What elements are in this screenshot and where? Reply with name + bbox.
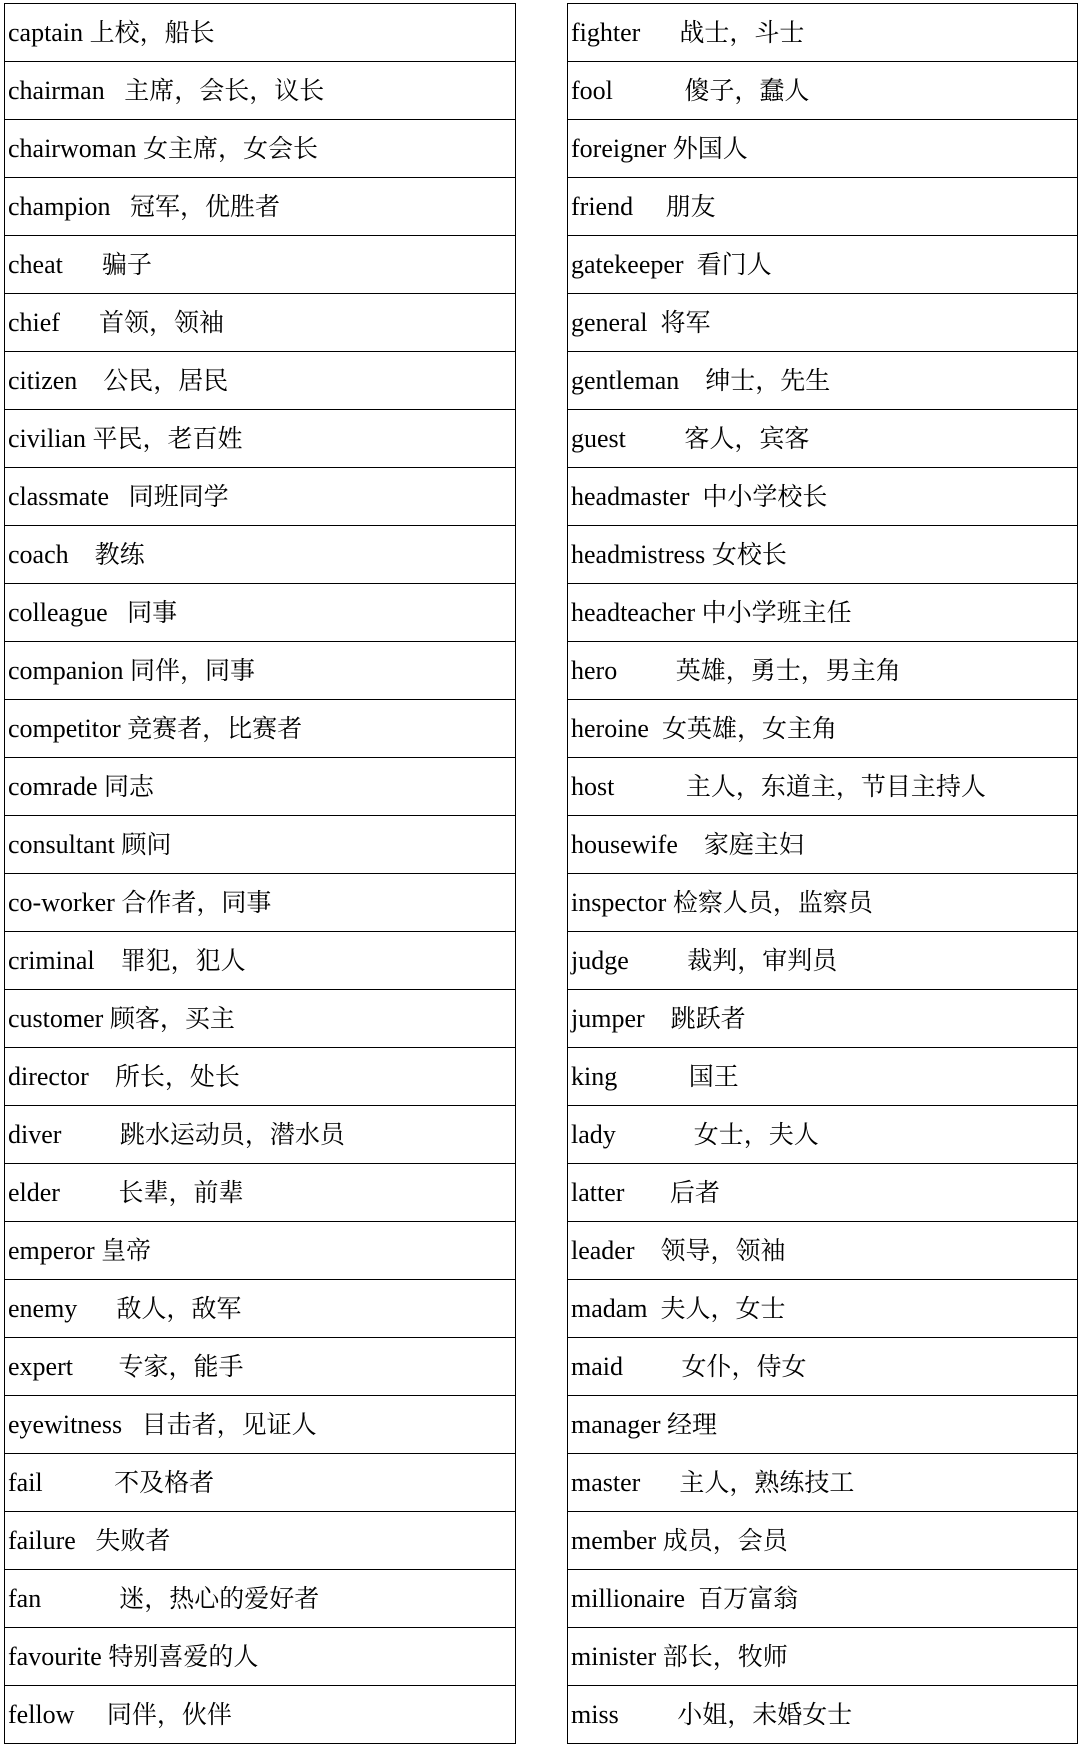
table-row <box>568 1512 1078 1570</box>
vocab-entry <box>5 758 516 816</box>
vocab-gap <box>109 482 129 511</box>
table-row <box>568 178 1078 236</box>
vocab-entry <box>5 62 516 120</box>
vocab-word: chief <box>8 307 60 337</box>
vocab-meaning: 傻子，蠢人 <box>684 75 810 105</box>
vocab-entry <box>568 642 1078 700</box>
vocab-entry <box>568 410 1078 468</box>
vocab-meaning: 看门人 <box>696 249 772 279</box>
vocab-entry <box>568 1338 1078 1396</box>
vocab-meaning: 小姐，未婚女士 <box>677 1699 853 1729</box>
vocab-meaning: 百万富翁 <box>698 1583 799 1613</box>
table-row <box>5 526 516 584</box>
vocab-word: guest <box>571 423 626 453</box>
vocab-meaning: 专家，能手 <box>118 1351 244 1381</box>
vocab-meaning: 裁判，审判员 <box>687 945 838 975</box>
vocab-meaning: 所长，处长 <box>114 1061 240 1091</box>
vocab-entry <box>568 294 1078 352</box>
vocab-entry <box>5 700 516 758</box>
vocab-entry <box>568 526 1078 584</box>
table-row <box>568 294 1078 352</box>
vocab-meaning: 中小学校长 <box>702 481 828 511</box>
table-row <box>568 584 1078 642</box>
vocab-table-left <box>4 3 516 1744</box>
table-row <box>5 700 516 758</box>
vocab-entry <box>5 1048 516 1106</box>
vocab-entry <box>5 1512 516 1570</box>
vocab-meaning: 客人，宾客 <box>684 423 810 453</box>
table-row <box>5 352 516 410</box>
table-row <box>568 1686 1078 1744</box>
table-row <box>568 1338 1078 1396</box>
vocab-word: favourite <box>8 1641 102 1671</box>
table-row <box>5 1106 516 1164</box>
vocab-word: gatekeeper <box>571 249 684 279</box>
vocab-word: miss <box>571 1699 619 1729</box>
vocab-gap <box>76 1526 96 1555</box>
vocab-gap <box>614 772 686 801</box>
vocab-meaning: 上校，船长 <box>89 17 215 47</box>
vocab-gap <box>60 308 99 337</box>
vocab-meaning: 罪犯，犯人 <box>120 945 246 975</box>
vocab-word: cheat <box>8 249 63 279</box>
vocab-meaning: 合作者，同事 <box>121 887 272 917</box>
vocab-word: millionaire <box>571 1583 686 1613</box>
vocab-gap <box>617 656 676 685</box>
vocab-meaning: 战士，斗士 <box>679 17 805 47</box>
table-row <box>568 816 1078 874</box>
vocab-gap <box>63 250 102 279</box>
vocab-gap <box>649 714 662 743</box>
vocab-table-right-body <box>568 4 1078 1744</box>
vocab-meaning: 竞赛者，比赛者 <box>127 713 303 743</box>
vocab-word: leader <box>571 1235 635 1265</box>
vocab-gap <box>689 482 702 511</box>
table-row <box>568 932 1078 990</box>
table-row <box>568 1280 1078 1338</box>
vocab-word: customer <box>8 1003 104 1033</box>
table-row <box>568 758 1078 816</box>
vocab-meaning: 顾客，买主 <box>109 1003 235 1033</box>
table-row <box>5 1280 516 1338</box>
vocab-word: elder <box>8 1177 60 1207</box>
vocab-gap <box>684 250 697 279</box>
table-row <box>5 1338 516 1396</box>
vocab-gap <box>111 192 131 221</box>
vocab-word: headmistress <box>571 539 706 569</box>
vocab-meaning: 同事 <box>127 597 178 627</box>
table-row <box>5 178 516 236</box>
vocab-entry <box>568 1512 1078 1570</box>
table-row <box>5 816 516 874</box>
vocab-word: citizen <box>8 365 78 395</box>
vocab-entry <box>568 468 1078 526</box>
vocab-word: host <box>571 771 615 801</box>
vocab-word: chairwoman <box>8 133 137 163</box>
table-row <box>5 1570 516 1628</box>
vocab-gap <box>648 308 661 337</box>
vocab-entry <box>568 1570 1078 1628</box>
vocab-entry <box>5 1570 516 1628</box>
vocab-gap <box>61 1120 120 1149</box>
vocab-entry <box>5 1686 516 1744</box>
vocab-word: fool <box>571 75 613 105</box>
vocab-meaning: 夫人，女士 <box>660 1293 786 1323</box>
vocab-meaning: 敌人，敌军 <box>116 1293 242 1323</box>
vocab-entry <box>5 1222 516 1280</box>
vocab-entry <box>5 584 516 642</box>
vocab-entry <box>5 294 516 352</box>
table-row <box>5 1628 516 1686</box>
vocab-entry <box>568 178 1078 236</box>
vocab-entry <box>5 1164 516 1222</box>
table-row <box>568 1454 1078 1512</box>
table-row <box>568 1106 1078 1164</box>
vocab-entry <box>568 816 1078 874</box>
vocab-word: general <box>571 307 648 337</box>
vocab-gap <box>679 366 705 395</box>
vocab-meaning: 失败者 <box>95 1525 171 1555</box>
vocab-table-left-body <box>5 4 516 1744</box>
table-row <box>568 352 1078 410</box>
vocab-meaning: 部长，牧师 <box>662 1641 788 1671</box>
vocab-entry <box>568 1222 1078 1280</box>
vocab-meaning: 不及格者 <box>114 1467 215 1497</box>
table-row <box>568 1628 1078 1686</box>
table-row <box>568 526 1078 584</box>
vocab-entry <box>5 874 516 932</box>
vocab-gap <box>645 1004 671 1033</box>
vocab-gap <box>640 1468 679 1497</box>
vocab-entry <box>5 1454 516 1512</box>
table-row <box>5 932 516 990</box>
vocab-meaning: 同志 <box>104 771 155 801</box>
table-row <box>5 584 516 642</box>
vocab-entry <box>5 990 516 1048</box>
vocab-meaning: 英雄，勇士，男主角 <box>675 655 901 685</box>
vocab-word: friend <box>571 191 634 221</box>
vocab-entry <box>568 1164 1078 1222</box>
table-row <box>568 62 1078 120</box>
vocab-gap <box>633 192 666 221</box>
table-row <box>568 1164 1078 1222</box>
vocab-gap <box>624 1178 670 1207</box>
table-row <box>568 236 1078 294</box>
vocab-gap <box>77 366 103 395</box>
vocab-word: eyewitness <box>8 1409 123 1439</box>
vocab-meaning: 家庭主妇 <box>703 829 804 859</box>
table-row <box>568 120 1078 178</box>
table-row <box>568 1396 1078 1454</box>
table-row <box>568 1222 1078 1280</box>
vocab-meaning: 外国人 <box>672 133 748 163</box>
vocab-meaning: 目击者，见证人 <box>141 1409 317 1439</box>
vocab-word: foreigner <box>571 133 667 163</box>
vocab-word: member <box>571 1525 657 1555</box>
vocab-entry <box>5 4 516 62</box>
vocab-entry <box>568 1628 1078 1686</box>
table-row <box>568 410 1078 468</box>
vocab-entry <box>5 236 516 294</box>
vocab-gap <box>41 1584 119 1613</box>
vocab-word: madam <box>571 1293 648 1323</box>
table-row <box>5 874 516 932</box>
vocab-entry <box>5 526 516 584</box>
table-row <box>5 62 516 120</box>
table-row <box>5 1222 516 1280</box>
vocab-word: manager <box>571 1409 661 1439</box>
vocab-word: fighter <box>571 17 641 47</box>
table-row <box>5 468 516 526</box>
vocab-meaning: 公民，居民 <box>103 365 229 395</box>
vocab-entry <box>568 4 1078 62</box>
table-row <box>5 1454 516 1512</box>
vocab-meaning: 跳跃者 <box>670 1003 746 1033</box>
vocab-gap <box>617 1062 689 1091</box>
table-row <box>568 642 1078 700</box>
vocab-entry <box>568 1048 1078 1106</box>
vocab-meaning: 中小学班主任 <box>701 597 852 627</box>
vocab-meaning: 跳水运动员，潜水员 <box>119 1119 345 1149</box>
vocab-word: maid <box>571 1351 623 1381</box>
table-row <box>568 990 1078 1048</box>
vocab-entry <box>5 1628 516 1686</box>
vocab-meaning: 主人，东道主，节目主持人 <box>685 771 986 801</box>
vocab-gap <box>629 946 688 975</box>
vocab-entry <box>5 178 516 236</box>
vocab-word: emperor <box>8 1235 95 1265</box>
table-row <box>5 294 516 352</box>
vocab-word: jumper <box>571 1003 645 1033</box>
vocab-entry <box>568 584 1078 642</box>
vocab-word: failure <box>8 1525 76 1555</box>
vocab-entry <box>568 62 1078 120</box>
vocab-word: lady <box>571 1119 616 1149</box>
vocab-word: captain <box>8 17 84 47</box>
vocab-gap <box>640 18 679 47</box>
vocab-word: headmaster <box>571 481 690 511</box>
vocab-meaning: 骗子 <box>101 249 152 279</box>
vocab-gap <box>43 1468 115 1497</box>
vocab-gap <box>626 424 685 453</box>
table-row <box>568 468 1078 526</box>
vocab-entry <box>568 700 1078 758</box>
vocab-entry <box>568 1106 1078 1164</box>
vocab-word: consultant <box>8 829 115 859</box>
vocab-entry <box>5 816 516 874</box>
vocab-entry <box>568 1686 1078 1744</box>
vocab-gap <box>77 1294 116 1323</box>
vocab-meaning: 检察人员，监察员 <box>672 887 873 917</box>
vocab-gap <box>685 1584 698 1613</box>
vocab-meaning: 女仆，侍女 <box>681 1351 807 1381</box>
vocab-word: colleague <box>8 597 108 627</box>
vocab-meaning: 同班同学 <box>128 481 229 511</box>
table-row <box>568 874 1078 932</box>
vocab-gap <box>60 1178 119 1207</box>
table-row <box>5 1048 516 1106</box>
vocab-entry <box>5 1106 516 1164</box>
vocab-gap <box>616 1120 694 1149</box>
vocab-meaning: 迷，热心的爱好者 <box>119 1583 320 1613</box>
table-row <box>568 1048 1078 1106</box>
vocab-meaning: 领导，领袖 <box>660 1235 786 1265</box>
vocab-word: expert <box>8 1351 73 1381</box>
vocab-word: civilian <box>8 423 86 453</box>
vocab-entry <box>568 758 1078 816</box>
vocab-meaning: 后者 <box>669 1177 720 1207</box>
vocab-gap <box>678 830 704 859</box>
vocab-meaning: 女主席，女会长 <box>143 133 319 163</box>
vocab-meaning: 长辈，前辈 <box>118 1177 244 1207</box>
vocab-entry <box>5 352 516 410</box>
vocab-gap <box>89 1062 115 1091</box>
vocab-meaning: 将军 <box>660 307 711 337</box>
vocab-table-right <box>567 3 1078 1744</box>
vocab-entry <box>5 642 516 700</box>
vocab-meaning: 国王 <box>688 1061 739 1091</box>
vocab-gap <box>108 598 128 627</box>
vocab-meaning: 成员，会员 <box>662 1525 788 1555</box>
vocab-meaning: 朋友 <box>665 191 716 221</box>
table-row <box>568 4 1078 62</box>
vocab-gap <box>73 1352 119 1381</box>
table-row <box>5 1512 516 1570</box>
table-row <box>5 642 516 700</box>
table-row <box>5 4 516 62</box>
vocab-meaning: 同伴，伙伴 <box>106 1699 232 1729</box>
vocab-word: chairman <box>8 75 105 105</box>
table-row <box>5 1686 516 1744</box>
vocab-entry <box>5 1396 516 1454</box>
table-row <box>5 236 516 294</box>
vocab-meaning: 首领，领袖 <box>98 307 224 337</box>
table-row <box>5 1396 516 1454</box>
vocab-meaning: 经理 <box>667 1409 718 1439</box>
vocab-word: headteacher <box>571 597 696 627</box>
vocab-word: competitor <box>8 713 121 743</box>
vocab-word: fan <box>8 1583 42 1613</box>
vocab-word: heroine <box>571 713 649 743</box>
vocab-entry <box>568 874 1078 932</box>
vocab-word: criminal <box>8 945 95 975</box>
vocab-gap <box>619 1700 678 1729</box>
vocab-entry <box>5 410 516 468</box>
vocab-word: king <box>571 1061 618 1091</box>
vocab-entry <box>568 1454 1078 1512</box>
vocab-gap <box>69 540 95 569</box>
table-row <box>5 758 516 816</box>
vocab-meaning: 平民，老百姓 <box>92 423 243 453</box>
vocab-gap <box>613 76 685 105</box>
vocab-entry <box>568 1396 1078 1454</box>
vocab-entry <box>5 932 516 990</box>
vocab-word: champion <box>8 191 111 221</box>
vocab-entry <box>5 1280 516 1338</box>
vocab-entry <box>568 932 1078 990</box>
vocab-meaning: 女英雄，女主角 <box>661 713 837 743</box>
vocab-meaning: 女校长 <box>711 539 787 569</box>
vocab-word: companion <box>8 655 124 685</box>
vocab-word: judge <box>571 945 629 975</box>
vocab-entry <box>568 1280 1078 1338</box>
table-row <box>5 1164 516 1222</box>
vocab-entry <box>568 990 1078 1048</box>
vocab-word: fellow <box>8 1699 75 1729</box>
vocab-gap <box>74 1700 107 1729</box>
vocab-meaning: 主席，会长，议长 <box>124 75 325 105</box>
vocab-word: housewife <box>571 829 678 859</box>
table-row <box>568 1570 1078 1628</box>
vocab-entry <box>5 1338 516 1396</box>
vocab-meaning: 女士，夫人 <box>693 1119 819 1149</box>
vocab-word: master <box>571 1467 641 1497</box>
table-row <box>5 120 516 178</box>
vocab-word: gentleman <box>571 365 680 395</box>
table-row <box>5 410 516 468</box>
table-row <box>5 990 516 1048</box>
vocab-word: comrade <box>8 771 98 801</box>
vocab-entry <box>5 468 516 526</box>
vocab-entry <box>568 120 1078 178</box>
vocab-word: inspector <box>571 887 667 917</box>
vocab-word: diver <box>8 1119 62 1149</box>
vocab-entry <box>5 120 516 178</box>
vocab-meaning: 同伴，同事 <box>130 655 256 685</box>
vocab-word: co-worker <box>8 887 115 917</box>
vocab-meaning: 皇帝 <box>101 1235 152 1265</box>
vocab-gap <box>95 946 121 975</box>
vocab-entry <box>568 352 1078 410</box>
vocab-gap <box>623 1352 682 1381</box>
vocab-meaning: 顾问 <box>121 829 172 859</box>
vocab-word: classmate <box>8 481 110 511</box>
vocab-word: fail <box>8 1467 43 1497</box>
vocab-meaning: 冠军，优胜者 <box>130 191 281 221</box>
vocab-gap <box>648 1294 661 1323</box>
vocab-gap <box>635 1236 661 1265</box>
vocab-meaning: 主人，熟练技工 <box>679 1467 855 1497</box>
vocab-word: hero <box>571 655 618 685</box>
vocab-entry <box>568 236 1078 294</box>
vocab-word: latter <box>571 1177 625 1207</box>
vocab-word: enemy <box>8 1293 78 1323</box>
vocab-word: coach <box>8 539 69 569</box>
vocab-word: minister <box>571 1641 657 1671</box>
vocab-meaning: 特别喜爱的人 <box>108 1641 259 1671</box>
vocab-gap <box>105 76 125 105</box>
vocab-gap <box>122 1410 142 1439</box>
vocab-word: director <box>8 1061 89 1091</box>
vocab-meaning: 绅士，先生 <box>705 365 831 395</box>
vocab-meaning: 教练 <box>94 539 145 569</box>
table-row <box>568 700 1078 758</box>
